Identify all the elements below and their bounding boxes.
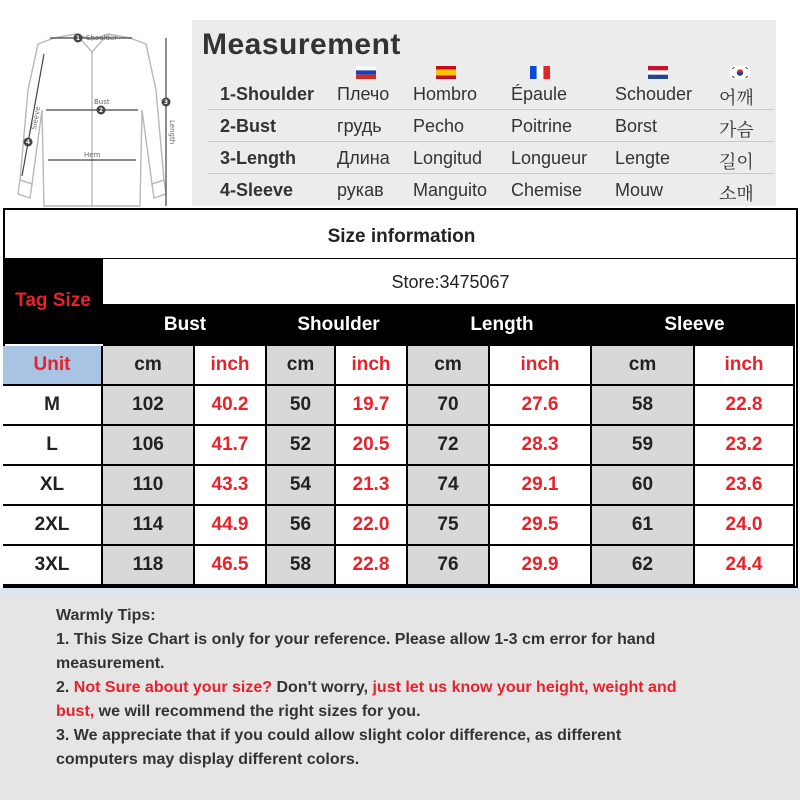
tip-2-recommend: we will recommend the right sizes for you. — [98, 703, 421, 720]
dutch-term: Mouw — [615, 180, 664, 200]
size-value: 22.0 — [336, 506, 408, 546]
store-number: Store:3475067 — [103, 258, 798, 305]
header-bust: Bust — [163, 314, 207, 335]
hem-label: Hem — [84, 151, 101, 159]
size-value: 56 — [267, 506, 336, 546]
korean-term: 소매 — [719, 184, 754, 204]
tip-2-line-2 — [56, 700, 421, 724]
flag-france-icon — [530, 66, 550, 79]
french-term: Poitrine — [511, 116, 573, 136]
french-term: Épaule — [511, 84, 568, 104]
unit-cm: cm — [103, 346, 195, 386]
unit-cm: cm — [267, 346, 336, 386]
size-value: 24.4 — [695, 546, 795, 586]
shoulder-label: Shoulder — [86, 34, 118, 42]
header-length: Length — [470, 314, 534, 335]
marker-3-text: 3 — [163, 99, 169, 106]
size-table — [3, 208, 800, 588]
tip-1-line-1: 1. This Size Chart is only for your reference. Please allow 1-3 cm error for hand — [56, 631, 656, 648]
size-value: 60 — [592, 466, 695, 506]
tip-2-request: just let us know your height, weight and — [372, 679, 677, 696]
bust-label: Bust — [94, 98, 110, 106]
russian-term: Плечо — [337, 84, 390, 104]
size-value: 43.3 — [195, 466, 267, 506]
dutch-term: Lengte — [615, 148, 671, 168]
measurement-header — [0, 0, 800, 210]
measurement-row-length — [208, 144, 774, 174]
unit-label: Unit — [3, 346, 103, 386]
marker-4-text: 4 — [25, 139, 31, 146]
size-value: 28.3 — [490, 426, 592, 466]
french-term: Longueur — [511, 148, 588, 168]
size-value: 22.8 — [695, 386, 795, 426]
size-value: 59 — [592, 426, 695, 466]
table-divider — [0, 588, 800, 596]
unit-inch: inch — [695, 346, 795, 386]
russian-term: грудь — [337, 116, 382, 136]
unit-cm: cm — [408, 346, 490, 386]
spanish-term: Pecho — [413, 116, 465, 136]
size-value: 75 — [408, 506, 490, 546]
tip-2-number: 2. — [56, 679, 70, 696]
size-value: 54 — [267, 466, 336, 506]
tip-2-reassure: Don't worry, — [276, 679, 369, 696]
measurement-label: 2-Bust — [220, 116, 277, 136]
tag-size-label: Tag Size — [3, 258, 103, 344]
size-value: 74 — [408, 466, 490, 506]
flag-korea-icon — [730, 66, 750, 79]
spanish-term: Manguito — [413, 180, 488, 200]
korean-term: 길이 — [719, 152, 754, 172]
header-sleeve: Sleeve — [664, 314, 725, 335]
size-value: 118 — [103, 546, 195, 586]
tip-2-bust: bust, — [56, 703, 95, 720]
length-label: Length — [168, 120, 176, 145]
unit-cm: cm — [592, 346, 695, 386]
flag-netherlands-icon — [648, 66, 668, 79]
size-value: 23.6 — [695, 466, 795, 506]
korean-term: 어깨 — [719, 88, 754, 108]
russian-term: рукав — [337, 180, 384, 200]
size-value: 58 — [592, 386, 695, 426]
size-value: 110 — [103, 466, 195, 506]
measure-header-row — [103, 304, 795, 346]
shirt-diagram — [6, 30, 178, 208]
size-value: 58 — [267, 546, 336, 586]
tips-section — [0, 596, 800, 800]
measurement-label: 3-Length — [220, 148, 296, 168]
size-value: 106 — [103, 426, 195, 466]
size-value: 102 — [103, 386, 195, 426]
size-value: 52 — [267, 426, 336, 466]
unit-inch: inch — [195, 346, 267, 386]
size-value: 20.5 — [336, 426, 408, 466]
dutch-term: Schouder — [615, 84, 693, 104]
korean-term: 가슴 — [719, 120, 754, 140]
measurement-label: 4-Sleeve — [220, 180, 294, 200]
size-value: 23.2 — [695, 426, 795, 466]
tip-2-line-1 — [56, 676, 676, 700]
measurement-panel — [192, 20, 776, 206]
size-value: 29.5 — [490, 506, 592, 546]
size-info-title: Size information — [327, 226, 476, 247]
size-value: 76 — [408, 546, 490, 586]
size-label: L — [3, 426, 103, 466]
size-value: 70 — [408, 386, 490, 426]
size-value: 19.7 — [336, 386, 408, 426]
french-term: Chemise — [511, 180, 583, 200]
size-label: 2XL — [3, 506, 103, 546]
size-value: 21.3 — [336, 466, 408, 506]
measurement-row-bust — [208, 112, 774, 142]
tip-2-question: Not Sure about your size? — [73, 679, 273, 696]
tip-3-line-2: computers may display different colors. — [56, 751, 360, 768]
size-label: XL — [3, 466, 103, 506]
header-shoulder: Shoulder — [297, 314, 380, 335]
spanish-term: Longitud — [413, 148, 483, 168]
russian-term: Длина — [337, 148, 390, 168]
size-value: 46.5 — [195, 546, 267, 586]
unit-inch: inch — [490, 346, 592, 386]
size-value: 114 — [103, 506, 195, 546]
size-value: 22.8 — [336, 546, 408, 586]
tip-3-line-1: 3. We appreciate that if you could allow slight color difference, as different — [56, 727, 622, 744]
measurement-row-sleeve — [208, 176, 774, 205]
size-value: 44.9 — [195, 506, 267, 546]
size-value: 29.1 — [490, 466, 592, 506]
tip-1-line-2: measurement. — [56, 655, 165, 672]
measurement-title: Measurement — [202, 28, 401, 61]
measurement-label: 1-Shoulder — [220, 84, 315, 104]
size-value: 72 — [408, 426, 490, 466]
size-value: 24.0 — [695, 506, 795, 546]
unit-inch: inch — [336, 346, 408, 386]
measurement-row-shoulder — [208, 80, 774, 110]
flag-russia-icon — [356, 66, 376, 79]
dutch-term: Borst — [615, 116, 658, 136]
size-value: 40.2 — [195, 386, 267, 426]
size-value: 61 — [592, 506, 695, 546]
spanish-term: Hombro — [413, 84, 478, 104]
size-label: 3XL — [3, 546, 103, 586]
sleeve-label: Sleeve — [30, 105, 43, 131]
tips-heading: Warmly Tips: — [56, 607, 156, 624]
size-value: 50 — [267, 386, 336, 426]
marker-2-text: 2 — [98, 107, 104, 114]
marker-1-text: 1 — [75, 35, 81, 42]
size-value: 41.7 — [195, 426, 267, 466]
size-value: 27.6 — [490, 386, 592, 426]
size-label: M — [3, 386, 103, 426]
size-value: 62 — [592, 546, 695, 586]
flag-spain-icon — [436, 66, 456, 79]
size-value: 29.9 — [490, 546, 592, 586]
